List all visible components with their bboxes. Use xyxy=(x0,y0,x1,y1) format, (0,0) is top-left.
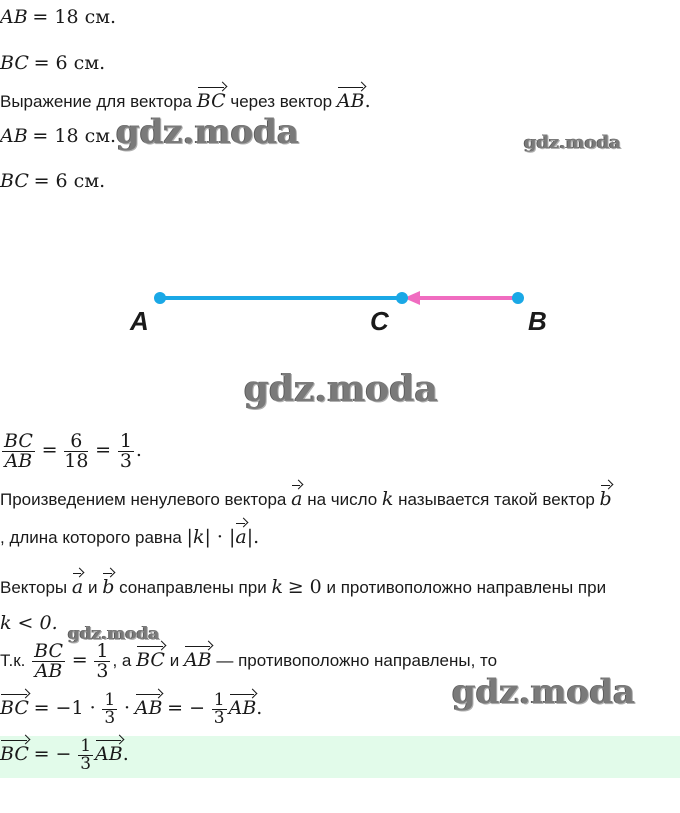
ab-length-line-1 xyxy=(0,6,116,28)
point-c xyxy=(396,292,408,304)
fraction-1-3: $\frac{1}{3}$ xyxy=(119,430,132,472)
bc-value-2: = 6 см. xyxy=(33,170,106,192)
bc-length-line-1 xyxy=(0,52,105,74)
fraction-bc-ab: $\frac{BC}{AB}$ xyxy=(4,430,33,472)
ratio-line: $\frac{BC}{AB}$ = $\frac{6}{18}$ = $\frac{1}{3}$ . xyxy=(4,430,142,472)
label-b: B xyxy=(528,306,547,336)
point-b xyxy=(512,292,524,304)
watermark-4: gdz.moda xyxy=(68,624,160,644)
fraction-6-18: $\frac{6}{18}$ xyxy=(64,430,89,472)
bc-length-line-2 xyxy=(0,170,105,192)
bc-label-2: BC xyxy=(0,170,29,192)
bc-value: = 6 см. xyxy=(33,52,106,74)
answer-line: BC = − $\frac{1}{3}$ AB. xyxy=(0,736,129,774)
bc-label: BC xyxy=(0,52,29,74)
vector-a: a xyxy=(291,488,303,510)
task-text-b: через вектор xyxy=(230,92,333,111)
vector-b: b xyxy=(599,488,612,510)
task-text-a: Выражение для вектора xyxy=(0,92,193,111)
point-a xyxy=(154,292,166,304)
computation-line: BC = −1 · $\frac{1}{3}$ · AB = − $\frac{1}{3}$ AB. xyxy=(0,690,263,728)
label-a: A xyxy=(130,306,149,336)
ab-label: AB xyxy=(0,6,28,28)
direction-line-1: Векторы a и b сонаправлены при k ≥ 0 и противоположно направлены при xyxy=(0,576,607,598)
segment-diagram xyxy=(0,270,680,350)
watermark-5: gdz.moda xyxy=(452,672,636,712)
definition-line-2: , длина которого равна |k| · |a|. xyxy=(0,526,260,548)
vector-bc: BC xyxy=(196,90,226,112)
watermark-1: gdz.moda xyxy=(116,112,300,152)
label-c: C xyxy=(370,306,389,336)
ab-label-2: AB xyxy=(0,125,28,147)
watermark-2: gdz.moda xyxy=(524,132,621,153)
vector-ab: AB xyxy=(336,90,365,112)
definition-line-1: Произведением ненулевого вектора a на число k называется такой вектор b xyxy=(0,488,612,510)
watermark-3: gdz.moda xyxy=(244,368,438,410)
since-line: Т.к. $\frac{BC}{AB}$ = $\frac{1}{3}$ , а BC и AB — противоположно направлены, то xyxy=(0,640,498,682)
ab-value: = 18 см. xyxy=(32,6,117,28)
ab-length-line-2 xyxy=(0,125,116,147)
fraction-bc-ab-2: $\frac{BC}{AB}$ xyxy=(34,640,63,682)
ab-value-2: = 18 см. xyxy=(32,125,117,147)
task-statement: Выражение для вектора BC через вектор AB. xyxy=(0,90,371,112)
direction-line-2: k < 0. xyxy=(0,612,58,634)
